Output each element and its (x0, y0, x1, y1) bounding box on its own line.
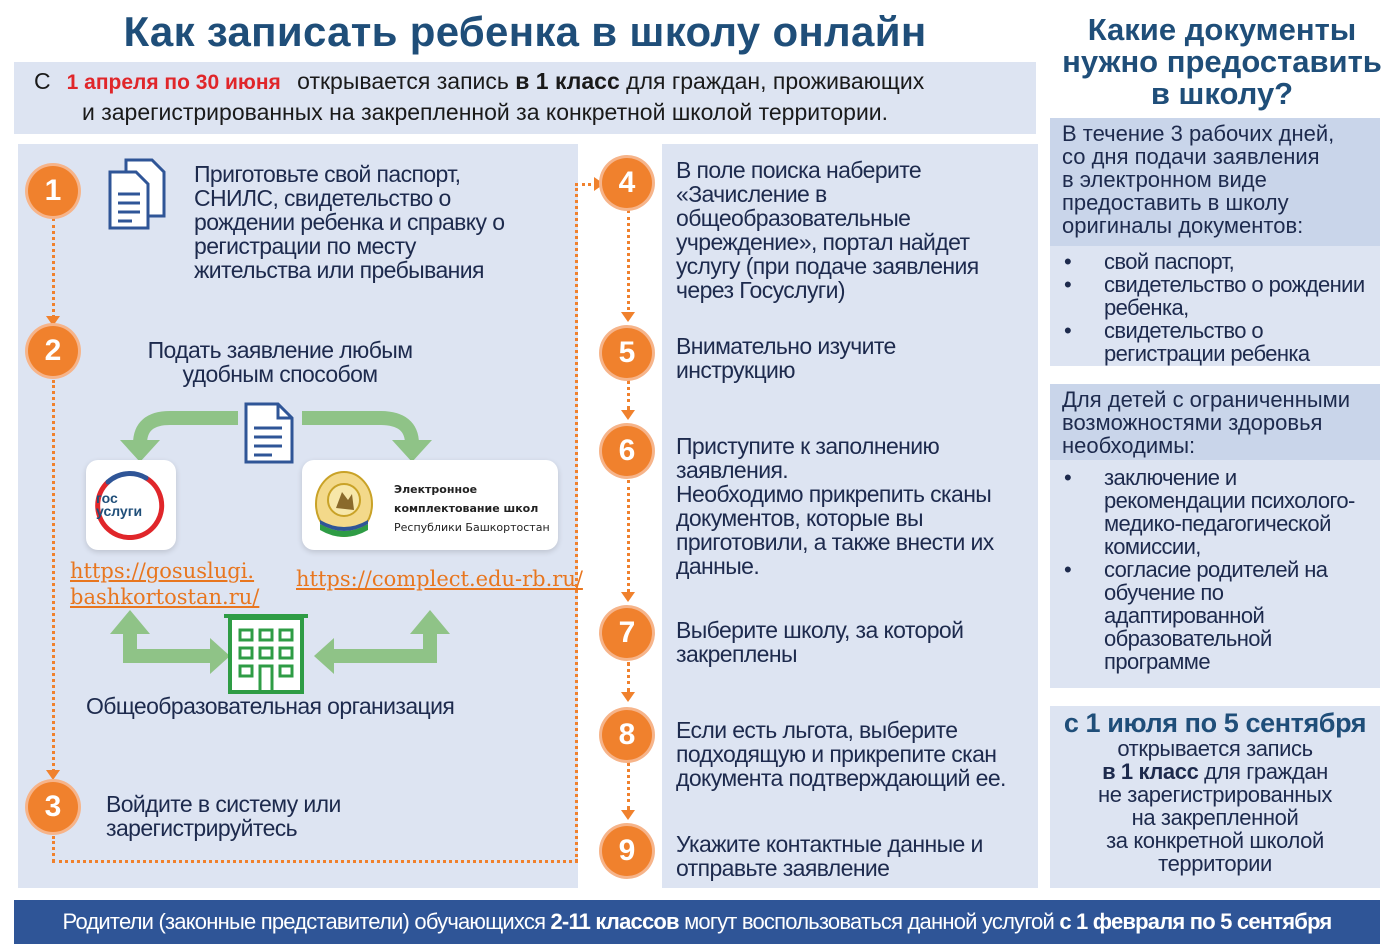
step-text-line: Приготовьте свой паспорт, (194, 161, 461, 187)
step-text-line: Войдите в систему или (106, 791, 341, 817)
complect-logo[interactable] (302, 460, 558, 550)
step-text-line: Укажите контактные данные и (676, 831, 983, 857)
july-line: открывается запись (1117, 736, 1313, 761)
documents-list (1050, 246, 1380, 366)
gosuslugi-logo-text (96, 492, 142, 518)
documents-title-line: нужно предоставить (1062, 44, 1382, 79)
bottom-banner (14, 900, 1380, 944)
step-text-line: общеобразовательные (676, 205, 911, 231)
intro-line-2: и зарегистрированных на закрепленной за конкретной школой территории. (81, 99, 889, 125)
box-line: возможностями здоровья (1062, 410, 1323, 435)
gosuslugi-logo-line: услуги (96, 503, 143, 519)
step-6-badge: 6 (602, 426, 652, 476)
intro-banner (14, 62, 1036, 134)
step-text-line: закреплены (676, 641, 797, 667)
complect-logo-line: комплектование школ (394, 502, 539, 515)
step-text-line: через Госуслуги) (676, 277, 845, 303)
july-line: за конкретной школой (1106, 828, 1324, 853)
box-line: со дня подачи заявления (1062, 144, 1320, 169)
step-5-badge: 5 (602, 328, 652, 378)
step-text-line: услугу (при подаче заявления (676, 253, 979, 279)
bullet: • (1064, 272, 1072, 297)
step-text-line: документа подтверждающий ее. (676, 765, 1006, 791)
step-text-line: отправьте заявление (676, 855, 890, 881)
arrow-down-icon (621, 312, 635, 322)
step-text-line: подходящую и прикрепите скан (676, 741, 997, 767)
list-item-line: ребенка, (1104, 295, 1189, 320)
arrow-down-icon (46, 316, 60, 326)
gosuslugi-logo[interactable] (86, 460, 176, 550)
disability-header (1050, 384, 1380, 460)
gosuslugi-link-line[interactable]: https://gosuslugi. (70, 559, 255, 583)
arrow-down-icon (46, 770, 60, 780)
bullet: • (1064, 465, 1072, 490)
box-line: в электронном виде (1062, 167, 1267, 192)
list-item-line: свой паспорт, (1104, 249, 1235, 274)
list-item (1104, 250, 1234, 273)
list-item-line: обучение по (1104, 580, 1224, 605)
list-item-line: свидетельство о рождении (1104, 272, 1365, 297)
list-item (1104, 319, 1310, 365)
step-text-line: Если есть льгота, выберите (676, 717, 958, 743)
arrow-down-icon (621, 810, 635, 820)
list-item-line: адаптированной (1104, 603, 1265, 628)
arrow-down-icon (621, 692, 635, 702)
bullet: • (1064, 318, 1072, 343)
list-item (1104, 466, 1355, 558)
step-9-text (676, 832, 983, 880)
connector-4-5 (627, 210, 630, 310)
july-line-rest: для граждан (1198, 759, 1328, 784)
arrow-down-icon (621, 592, 635, 602)
complect-logo-text (394, 480, 550, 537)
step-7-text (676, 618, 963, 666)
bottom-bold: с 1 февраля по 5 сентября (1059, 909, 1332, 934)
application-document-icon (242, 400, 296, 466)
arrow-down-icon (621, 410, 635, 420)
step-text-line: Выберите школу, за которой (676, 617, 964, 643)
bullet: • (1064, 557, 1072, 582)
intro-text-b: для граждан, проживающих (626, 68, 925, 94)
connector-up (575, 183, 578, 862)
connector-bottom (52, 860, 578, 863)
step-text-line: данные. (676, 553, 760, 579)
complect-logo-line: Электронное (394, 483, 478, 496)
bottom-bold: 2-11 классов (550, 909, 679, 934)
step-text-line: регистрации по месту (194, 233, 416, 259)
connector-3-bottom (52, 836, 55, 862)
bottom-text: Родители (законные представители) обучающихся (62, 909, 551, 934)
step-text-line: «Зачисление в (676, 181, 827, 207)
connector-8-9 (627, 762, 630, 810)
july-line (1050, 760, 1380, 783)
list-item-line: свидетельство о (1104, 318, 1264, 343)
july-bold: в 1 класс (1102, 759, 1199, 784)
step-text-line: учреждение», портал найдет (676, 229, 970, 255)
step-text-line: рождении ребенка и справку о (194, 209, 505, 235)
step-8-badge: 8 (602, 710, 652, 760)
list-item-line: согласие родителей на (1104, 557, 1328, 582)
july-line: не зарегистрированных (1097, 782, 1333, 807)
connector-6-7 (627, 480, 630, 592)
july-dates: с 1 июля по 5 сентября (1063, 708, 1367, 738)
step-text-line: Подать заявление любым (147, 337, 413, 363)
step-2-text (110, 338, 450, 386)
list-item-line: рекомендации психолого- (1104, 488, 1355, 513)
bullet: • (1064, 249, 1072, 274)
step-text-line: В поле поиска наберите (676, 157, 922, 183)
step-text-line: Внимательно изучите (676, 333, 896, 359)
step-text-line: приготовили, а также внести их (676, 529, 994, 555)
documents-deadline-header (1050, 118, 1380, 246)
list-item (1104, 558, 1327, 673)
box-line: необходимы: (1062, 433, 1196, 458)
school-building-icon (224, 610, 308, 694)
list-item-line: регистрации ребенка (1104, 341, 1310, 366)
step-8-text (676, 718, 1006, 790)
step-text-line: документов, которые вы (676, 505, 923, 531)
step-text-line: жительства или пребывания (194, 257, 484, 283)
box-line: В течение 3 рабочих дней, (1062, 121, 1335, 146)
complect-logo-line: Республики Башкортостан (394, 521, 550, 534)
complect-link[interactable]: https://complect.edu-rb.ru/ (296, 567, 583, 591)
box-line: оригиналы документов: (1062, 213, 1304, 238)
gosuslugi-link[interactable] (70, 558, 259, 610)
july-line: территории (1158, 851, 1272, 876)
step-text-line: СНИЛС, свидетельство о (194, 185, 451, 211)
step-text-line: инструкцию (676, 357, 795, 383)
connector-2-3 (52, 380, 55, 772)
step-7-badge: 7 (602, 608, 652, 658)
step-5-text (676, 334, 896, 382)
bottom-text: могут воспользоваться данной услугой (678, 909, 1060, 934)
list-item-line: комиссии, (1104, 534, 1201, 559)
gosuslugi-link-line[interactable]: bashkortostan.ru/ (70, 585, 260, 609)
intro-line-1 (34, 68, 1056, 95)
list-item-line: заключение и (1104, 465, 1237, 490)
gosuslugi-logo-line: гос (96, 490, 118, 506)
step-text-line: Необходимо прикрепить сканы (676, 481, 992, 507)
disability-list (1050, 460, 1380, 688)
list-item-line: образовательной (1104, 626, 1272, 651)
list-item (1104, 273, 1365, 319)
step-3-badge: 3 (28, 782, 78, 832)
connector-5-6 (627, 380, 630, 410)
step-text-line: удобным способом (182, 361, 378, 387)
connector-1-2 (52, 218, 55, 318)
intro-bold: в 1 класс (515, 68, 620, 94)
intro-prefix: С (34, 68, 51, 94)
step-text-line: Приступите к заполнению (676, 433, 940, 459)
step-3-text (106, 792, 341, 840)
step-2-badge: 2 (28, 326, 78, 376)
step-9-badge: 9 (602, 826, 652, 876)
list-item-line: программе (1104, 649, 1210, 674)
box-line: Для детей с ограниченными (1062, 387, 1351, 412)
july-line: на закрепленной (1131, 805, 1299, 830)
step-1-text (194, 162, 504, 282)
box-line: предоставить в школу (1062, 190, 1289, 215)
step-text-line: заявления. (676, 457, 789, 483)
documents-title (1050, 14, 1394, 110)
documents-title-line: в школу? (1150, 76, 1294, 111)
bashkortostan-emblem-icon (312, 468, 376, 542)
list-item-line: медико-педагогической (1104, 511, 1331, 536)
step-4-text (676, 158, 979, 302)
connector-7-8 (627, 662, 630, 692)
step-6-text (676, 434, 994, 578)
step-1-badge: 1 (28, 166, 78, 216)
documents-title-line: Какие документы (1087, 12, 1357, 47)
july-enrollment-box (1050, 706, 1380, 888)
intro-text-a: открывается запись (297, 68, 509, 94)
intro-dates: 1 апреля по 30 июня (66, 71, 281, 94)
step-text-line: зарегистрируйтесь (106, 815, 298, 841)
step-4-badge: 4 (602, 158, 652, 208)
org-label: Общеобразовательная организация (86, 693, 455, 719)
documents-icon (106, 156, 168, 232)
page-title: Как записать ребенка в школу онлайн (123, 8, 927, 55)
